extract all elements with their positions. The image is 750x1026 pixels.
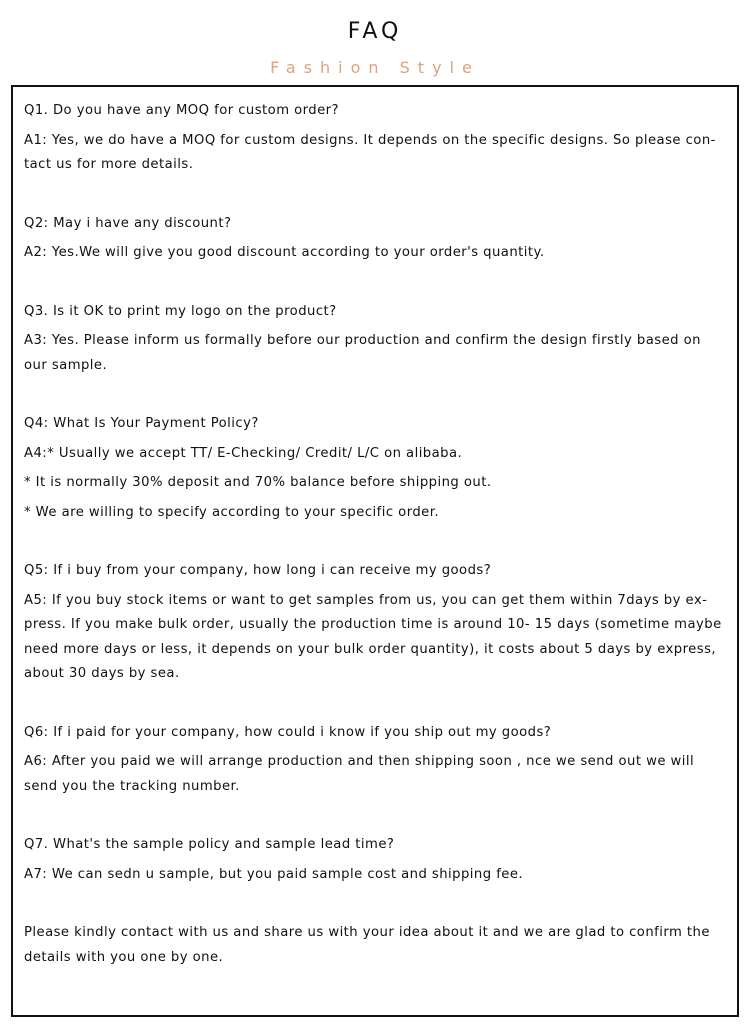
faq-answer: A6: After you paid we will arrange production and then shipping soon , nce we send out we will send you the tracking number. <box>24 754 695 794</box>
faq-answer: A3: Yes. Please inform us formally before our production and confirm the design firstly based on our sample. <box>24 333 701 373</box>
faq-answer: A7: We can sedn u sample, but you paid sample cost and shipping fee. <box>24 866 524 882</box>
faq-answer: A5: If you buy stock items or want to get samples from us, you can get them within 7days by ex-press. If you make bulk order, usually the production time is around 10- 15 days (sometime maybe need more days or less, it depends on your bulk order quantity), it costs about 5 days by express, about 30 days by sea. <box>24 592 722 681</box>
faq-item-1 <box>24 99 724 178</box>
faq-panel <box>11 85 739 1017</box>
faq-question: Q4: What Is Your Payment Policy? <box>24 416 259 431</box>
faq-question: Q2: May i have any discount? <box>24 215 232 231</box>
faq-question: Q1. Do you have any MOQ for custom order? <box>24 103 340 118</box>
faq-question: Q7. What's the sample policy and sample lead time? <box>24 837 395 852</box>
page-subtitle: Fashion Style <box>270 58 480 77</box>
faq-answer: * We are willing to specify according to your specific order. <box>24 504 440 520</box>
closing-note: Please kindly contact with us and share us with your idea about it and we are glad to confirm the details with you one by one. <box>24 925 710 965</box>
faq-question: Q6: If i paid for your company, how could i know if you ship out my goods? <box>24 724 552 740</box>
faq-answer: A2: Yes.We will give you good discount according to your order's quantity. <box>24 245 545 260</box>
faq-question: Q5: If i buy from your company, how long i can receive my goods? <box>24 563 492 578</box>
faq-item-4 <box>24 412 724 525</box>
faq-item-7 <box>24 833 724 887</box>
faq-list <box>24 99 724 970</box>
faq-item-3 <box>24 300 724 379</box>
faq-answer: A1: Yes, we do have a MOQ for custom designs. It depends on the specific designs. So please con-tact us for more details. <box>24 132 716 172</box>
faq-item-5 <box>24 559 724 687</box>
faq-answer: A4:* Usually we accept TT/ E-Checking/ Credit/ L/C on alibaba. <box>24 445 463 461</box>
faq-question: Q3. Is it OK to print my logo on the product? <box>24 303 337 319</box>
faq-item-2 <box>24 212 724 266</box>
faq-item-6 <box>24 721 724 800</box>
faq-answer: * It is normally 30% deposit and 70% balance before shipping out. <box>24 475 492 490</box>
page-title: FAQ <box>347 19 403 44</box>
